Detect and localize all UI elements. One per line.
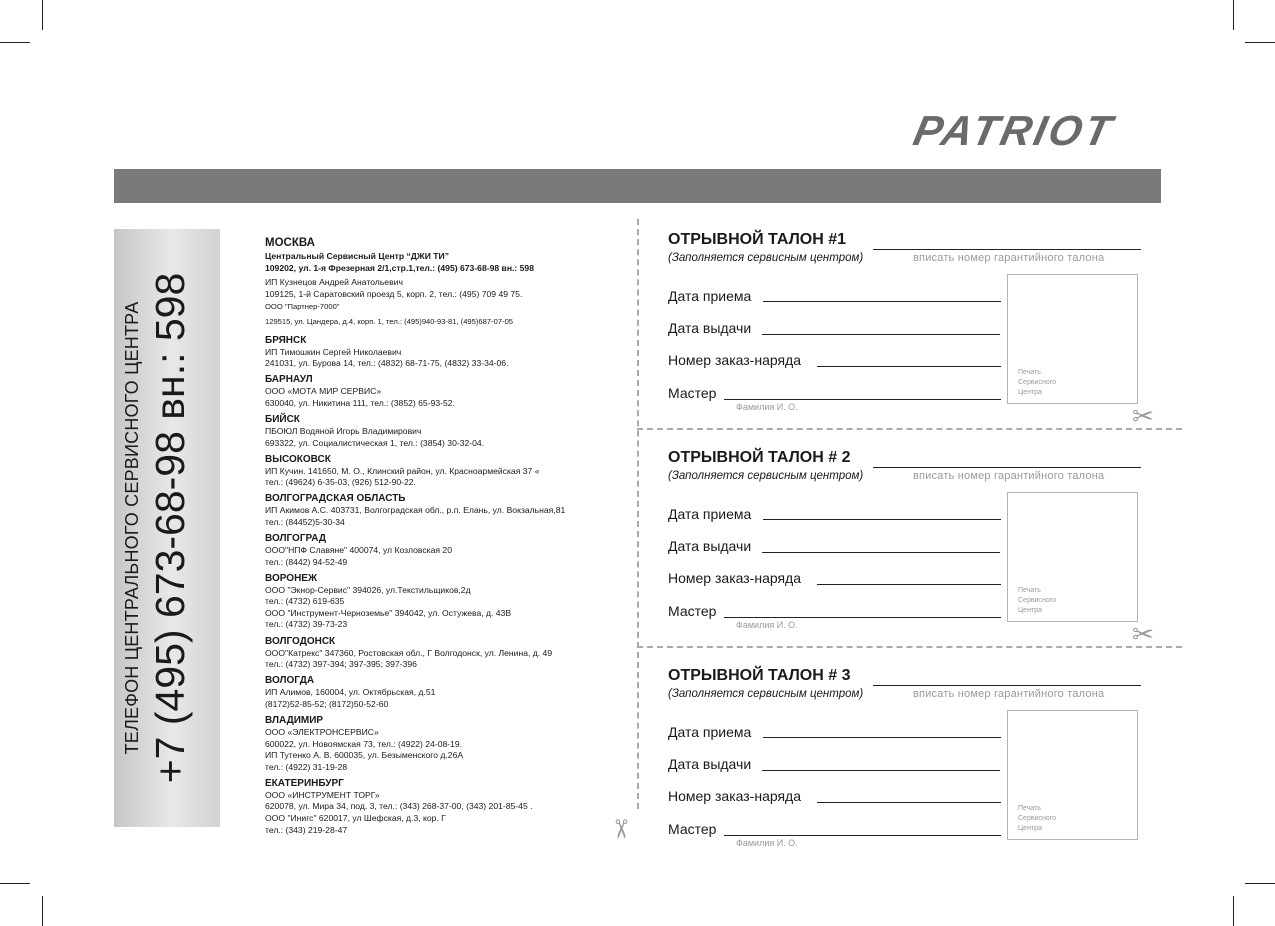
entry-line: тел.: (4732) 619-635 — [265, 596, 345, 607]
field-date-issued-line[interactable] — [762, 552, 1000, 553]
field-order-number-label: Номер заказ-наряда — [668, 788, 802, 804]
field-date-received-label: Дата приема — [668, 288, 752, 304]
stamp-line: Печать — [1018, 805, 1041, 812]
coupon-subtitle: (Заполняется сервисным центром) — [668, 470, 864, 482]
field-date-received-line[interactable] — [763, 737, 1001, 738]
crop-mark — [42, 896, 43, 926]
crop-mark — [0, 42, 30, 43]
scissors-icon: ✂ — [1132, 401, 1154, 431]
field-master-line[interactable] — [724, 835, 1001, 836]
entry-line: 620078, ул. Мира 34, под. 3, тел.: (343) 268-37-00, (343) 201-85-45 . — [265, 801, 533, 812]
entry-line: тел.: (84452)5-30-34 — [265, 516, 345, 527]
entry-line: ООО "Партнер-7000" — [265, 302, 340, 312]
coupon-2 — [668, 449, 1143, 659]
entry-line: 600022, ул. Новоямская 73, тел.: (4922) 24-08-19. — [265, 738, 463, 749]
coupon-1 — [668, 231, 1143, 441]
city-name: БРЯНСК — [265, 334, 307, 346]
warranty-number-line[interactable] — [873, 467, 1141, 468]
crop-mark — [1233, 896, 1234, 926]
crop-mark — [1245, 42, 1275, 43]
coupon-title: ОТРЫВНОЙ ТАЛОН # 2 — [668, 449, 851, 466]
list-item-city — [265, 572, 615, 631]
stamp-line: Сервисного — [1018, 379, 1057, 386]
stamp-line: Сервисного — [1018, 597, 1057, 604]
fio-hint: Фамилия И. О. — [736, 838, 798, 848]
field-date-received-label: Дата приема — [668, 506, 752, 522]
coupon-subtitle: (Заполняется сервисным центром) — [668, 688, 864, 700]
field-master-line[interactable] — [724, 617, 1001, 618]
warranty-number-hint: вписать номер гарантийного талона — [913, 688, 1105, 700]
stamp-line: Центра — [1018, 607, 1042, 614]
field-date-received-line[interactable] — [763, 301, 1001, 302]
service-center-list — [265, 236, 615, 840]
entry-line: тел.: (8442) 94-52-49 — [265, 556, 348, 567]
entry-line: ИП Акимов А.С. 403731, Волгоградская обл., р.п. Елань, ул. Вокзальная,81 — [265, 505, 566, 516]
entry-line: тел.: (4732) 397-394; 397-395; 397-396 — [265, 659, 417, 670]
warranty-number-line[interactable] — [873, 249, 1141, 250]
field-order-number-label: Номер заказ-наряда — [668, 352, 802, 368]
field-master-label: Мастер — [668, 603, 717, 619]
field-order-number-line[interactable] — [817, 366, 1001, 367]
city-name: ВЛАДИМИР — [265, 714, 324, 726]
field-date-received-line[interactable] — [763, 519, 1001, 520]
phone-strip-number: +7 (495) 673-68-98 вн.: 598 — [147, 272, 193, 784]
list-item-city — [265, 674, 615, 710]
coupon-3 — [668, 667, 1143, 877]
stamp-caption — [1018, 804, 1056, 834]
field-date-received-label: Дата приема — [668, 724, 752, 740]
entry-line: тел.: (343) 219-28-47 — [265, 824, 348, 835]
city-name: ВОЛОГДА — [265, 675, 315, 687]
list-item-city — [265, 714, 615, 773]
entry-line: 630040, ул. Никитина 111, тел.: (3852) 65-93-52. — [265, 397, 455, 408]
scissors-icon: ✂ — [1132, 619, 1154, 649]
entry-line: ООО "Инструмент-Черноземье" 394042, ул. Остужева, д. 43В — [265, 607, 512, 618]
cut-line-vertical — [637, 219, 639, 809]
entry-line: ИП Кузнецов Андрей Анатольевич — [265, 277, 403, 288]
center-name: Центральный Сервисный Центр “ДЖИ ТИ” — [265, 251, 449, 261]
crop-mark — [1245, 883, 1275, 884]
entry-line: ООО "Инигс" 620017, ул Шефская, д.3, кор. Г — [265, 813, 446, 823]
field-order-number-line[interactable] — [817, 802, 1001, 803]
entry-line: 241031, ул. Бурова 14, тел.: (4832) 68-71-75, (4832) 33-34-06. — [265, 358, 509, 369]
city-name: ВОЛГОДОНСК — [265, 635, 336, 647]
city-name: БАРНАУЛ — [265, 374, 313, 386]
field-date-issued-label: Дата выдачи — [668, 538, 752, 554]
stamp-box — [1007, 492, 1138, 622]
stamp-line: Печать — [1018, 587, 1041, 594]
entry-line: ООО"Катрекс" 347360, Ростовская обл., Г Волгодонск, ул. Ленина, д. 49 — [265, 647, 553, 658]
city-name: МОСКВА — [265, 237, 315, 249]
stamp-box — [1007, 710, 1138, 840]
entry-line: ООО «МОТА МИР СЕРВИС» — [265, 386, 382, 397]
warranty-number-line[interactable] — [873, 685, 1141, 686]
entry-line: 693322, ул. Социалистическая 1, тел.: (3854) 30-32-04. — [265, 437, 485, 448]
list-item-city — [265, 635, 615, 671]
stamp-caption — [1018, 368, 1056, 398]
crop-mark — [42, 0, 43, 30]
field-master-label: Мастер — [668, 821, 717, 837]
coupon-subtitle: (Заполняется сервисным центром) — [668, 252, 864, 264]
center-address: 109202, ул. 1-я Фрезерная 2/1,стр.1,тел.: (495) 673-68-98 вн.: 598 — [265, 262, 534, 273]
crop-mark — [0, 883, 30, 884]
entry-line: ИП Алимов, 160004, ул. Октябрьская, д.51 — [265, 687, 436, 698]
city-name: ВОЛГОГРАДСКАЯ ОБЛАСТЬ — [265, 493, 406, 505]
stamp-line: Центра — [1018, 389, 1042, 396]
stamp-line: Печать — [1018, 369, 1041, 376]
warranty-number-hint: вписать номер гарантийного талона — [913, 252, 1105, 264]
scissors-icon: ✂ — [605, 818, 636, 840]
fio-hint: Фамилия И. О. — [736, 620, 798, 630]
entry-line: 109125, 1-й Саратовский проезд 5, корп. 2, тел.: (495) 709 49 75. — [265, 288, 523, 299]
field-date-issued-line[interactable] — [762, 770, 1000, 771]
warranty-number-hint: вписать номер гарантийного талона — [913, 470, 1105, 482]
entry-line: тел.: (4922) 31-19-28 — [265, 761, 348, 772]
list-item-city — [265, 373, 615, 409]
entry-line: ООО "Экнор-Сервис" 394026, ул.Текстильщиков,2д — [265, 584, 471, 595]
entry-line: 129515, ул. Цандера, д.4, корп. 1, тел.: (495)940-93-81, (495)687-07-05 — [265, 316, 514, 326]
entry-line: тел.: (4732) 39-73-23 — [265, 619, 348, 630]
city-name: ВОЛГОГРАД — [265, 533, 327, 544]
field-master-line[interactable] — [724, 399, 1001, 400]
phone-strip-caption: ТЕЛЕФОН ЦЕНТРАЛЬНОГО СЕРВИСНОГО ЦЕНТРА — [122, 301, 142, 755]
phone-strip-text — [114, 228, 220, 828]
field-order-number-line[interactable] — [817, 584, 1001, 585]
stamp-line: Сервисного — [1018, 815, 1057, 822]
city-name: ЕКАТЕРИНБУРГ — [265, 777, 344, 789]
city-entries — [265, 334, 615, 837]
entry-line: ООО «ЭЛЕКТРОНСЕРВИС» — [265, 726, 379, 737]
list-item-city — [265, 532, 615, 568]
field-date-issued-label: Дата выдачи — [668, 320, 752, 336]
field-date-issued-label: Дата выдачи — [668, 756, 752, 772]
stamp-box — [1007, 274, 1138, 404]
entry-line: ООО «ИНСТРУМЕНТ ТОРГ» — [265, 789, 380, 800]
coupon-title: ОТРЫВНОЙ ТАЛОН # 3 — [668, 667, 851, 684]
city-name: БИЙСК — [265, 413, 300, 425]
crop-mark — [1233, 0, 1234, 30]
entry-line: ПБОЮЛ Водяной Игорь Владимирович — [265, 425, 422, 436]
field-date-issued-line[interactable] — [762, 334, 1000, 335]
list-item-city — [265, 777, 615, 836]
header-bar — [114, 169, 1161, 203]
coupon-title: ОТРЫВНОЙ ТАЛОН #1 — [668, 231, 847, 248]
field-order-number-label: Номер заказ-наряда — [668, 570, 802, 586]
phone-strip — [114, 229, 220, 827]
entry-line: тел.: (49624) 6-35-03, (926) 512-90-22. — [265, 477, 416, 488]
entry-line: ООО"НПФ Славяне" 400074, ул Козловская 20 — [265, 545, 452, 555]
list-item-moscow — [265, 236, 615, 328]
city-name: ВЫСОКОВСК — [265, 453, 331, 465]
entry-line: ИП Тутенко А. В. 600035, ул. Безыменского д.26А — [265, 750, 464, 761]
city-name: ВОРОНЕЖ — [265, 572, 317, 584]
list-item-city — [265, 413, 615, 449]
stamp-caption — [1018, 586, 1056, 616]
fio-hint: Фамилия И. О. — [736, 402, 798, 412]
patriot-logo: PATRIOT — [909, 107, 1119, 154]
entry-line: (8172)52-85-52; (8172)50-52-60 — [265, 698, 389, 709]
list-item-city — [265, 334, 615, 370]
list-item-city — [265, 453, 615, 489]
list-item-city — [265, 492, 615, 528]
field-master-label: Мастер — [668, 385, 717, 401]
stamp-line: Центра — [1018, 825, 1042, 832]
entry-line: ИП Кучин. 141650, М. О., Клинский район, ул. Красноармейская 37 « — [265, 465, 540, 476]
entry-line: ИП Тимошкин Сергей Николаевич — [265, 346, 402, 357]
